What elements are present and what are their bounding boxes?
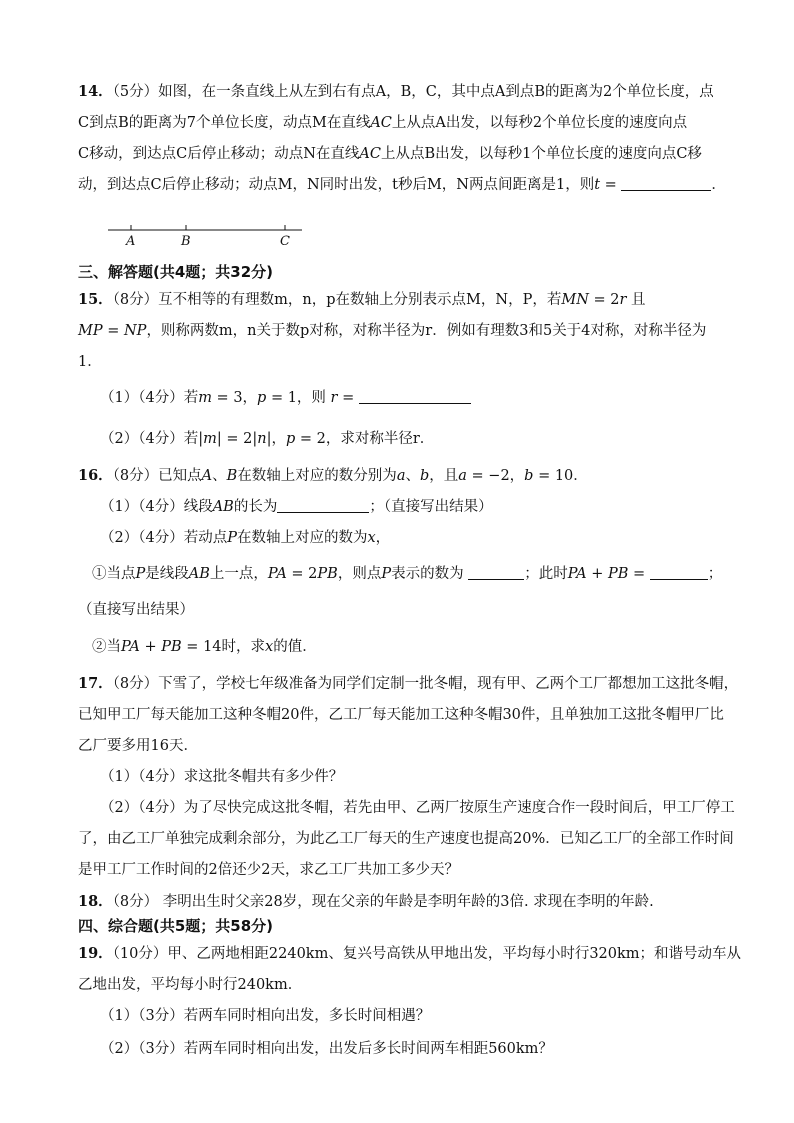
- q15-p1-label: （1）（4分）若: [100, 390, 199, 406]
- q19-points: （10分）: [112, 946, 168, 962]
- q15-number: 15．: [78, 291, 113, 308]
- q16-s1n: +: [586, 566, 608, 582]
- q15-p1-text-e: = 1，则: [266, 390, 331, 406]
- q18-text: 李明出生时父亲28岁，现在父亲的年龄是李明年龄的3倍. 求现在李明的年龄.: [158, 894, 654, 910]
- section-3-heading: 三、解答题(共4题；共32分): [78, 263, 274, 281]
- q14-var-t: t: [594, 177, 601, 193]
- q15-p1-eq: =: [337, 390, 359, 406]
- label-a: A: [126, 234, 136, 249]
- q16-t1d: B: [226, 468, 238, 484]
- q15-p2-text-c: | = 2|: [216, 431, 258, 447]
- q14-number: 14．: [78, 83, 113, 100]
- q16-s2g: 的值．: [273, 639, 317, 655]
- q16-s1o: PB: [607, 566, 629, 582]
- q16-s1j: P: [381, 566, 392, 582]
- q18-line: [78, 892, 654, 912]
- q16-s1a: ①当点: [92, 566, 136, 582]
- q15-p2-text-g: = 2，求对称半径r．: [295, 431, 435, 447]
- q15-line-1: [78, 290, 646, 310]
- q15-line-2: [78, 321, 706, 341]
- q16-s1-answer-blank-2[interactable]: [650, 565, 708, 580]
- q17-points: （8分）: [112, 676, 159, 692]
- q17-line-1: [78, 674, 738, 694]
- q15-part-1: [100, 388, 471, 408]
- q16-sub-1: [92, 564, 722, 584]
- q14-line-3: [78, 144, 702, 164]
- q16-s1m: PA: [567, 566, 587, 582]
- q16-s1f: PA: [267, 566, 287, 582]
- q19-part-1: （1）（3分）若两车同时相向出发，多长时间相遇？: [100, 1008, 431, 1024]
- label-c: C: [280, 234, 290, 249]
- q14-equals: =: [600, 177, 622, 193]
- q15-var-np: NP: [123, 323, 147, 339]
- q16-p1b: AB: [212, 499, 234, 515]
- q16-s1p: =: [628, 566, 650, 582]
- q16-p1-answer-blank[interactable]: [277, 498, 369, 513]
- q16-p1a: （1）（4分）线段: [100, 499, 213, 515]
- q14-text-4a: 动，到达点C后停止移动；动点M，N同时出发，t秒后M，N两点间距离是1，则: [78, 177, 595, 193]
- q15-points: （8分）: [112, 292, 159, 308]
- q16-line-1: [78, 466, 588, 486]
- q19-line-1: [78, 944, 741, 964]
- q14-text-2c: 上从点A出发，以每秒2个单位长度的速度向点: [391, 115, 688, 131]
- q16-s2c: +: [139, 639, 162, 655]
- q14-line-4: [78, 175, 726, 195]
- q17-text-1: 下雪了，学校七年级准备为同学们定制一批冬帽，现有甲、乙两个工厂都想加工这批冬帽，: [158, 676, 739, 692]
- q16-t1l: b: [524, 468, 534, 484]
- q14-answer-blank[interactable]: [621, 176, 711, 191]
- q16-t1b: A: [201, 468, 213, 484]
- q15-p1-var-r: r: [330, 390, 338, 406]
- q16-s1h: PB: [317, 566, 338, 582]
- q16-p2a: （2）（4分）若动点: [100, 530, 228, 546]
- q17-line-3: 乙厂要多用16天．: [78, 738, 198, 754]
- section-4-heading: 四、综合题(共5题；共58分): [78, 917, 274, 935]
- q17-number: 17．: [78, 675, 113, 692]
- q15-text-2d: ，则称两数m，n关于数p对称，对称半径为r．例如有理数3和5关于4对称，对称半径为: [146, 323, 707, 339]
- q15-p1-var-m: m: [198, 390, 212, 406]
- q16-p2b: P: [227, 530, 237, 546]
- q14-period: ．: [711, 177, 726, 193]
- q16-part-1: [100, 497, 493, 517]
- q17-part-2-line-3: 是甲工厂工作时间的2倍还少2天，求乙工厂共加工多少天？: [78, 862, 459, 878]
- q14-text-3b: AC: [359, 146, 381, 162]
- q16-s1d: AB: [188, 566, 210, 582]
- q16-t1h: b: [419, 468, 430, 484]
- q15-text-1e: 且: [626, 292, 646, 308]
- q16-s2f: x: [265, 639, 274, 655]
- q19-text-1: 甲、乙两地相距2240km、复兴号高铁从甲地出发，平均每小时行320km；和谐号动车从: [167, 946, 742, 962]
- q16-part-2: [100, 528, 390, 548]
- q16-t1f: a: [396, 468, 406, 484]
- q15-eq-1: = 2: [588, 292, 620, 308]
- q16-s2e: = 14时，求: [181, 639, 266, 655]
- q15-part-2: [100, 429, 434, 449]
- q16-s2d: PB: [161, 639, 182, 655]
- label-b: B: [181, 234, 191, 249]
- q16-s2b: PA: [121, 639, 140, 655]
- q14-text-3a: C移动，到达点C后停止移动；动点N在直线: [78, 146, 360, 162]
- q14-text-1: 如图，在一条直线上从左到右有点A，B，C，其中点A到点B的距离为2个单位长度，点: [158, 84, 714, 100]
- q16-s1b: P: [135, 566, 146, 582]
- q16-s1l: ；此时: [524, 566, 568, 582]
- q19-number: 19．: [78, 945, 113, 962]
- q19-part-2: （2）（3分）若两车同时相向出发，出发后多长时间两车相距560km？: [100, 1041, 553, 1057]
- q16-p2e: ，: [375, 530, 391, 546]
- q15-var-mp: MP: [78, 323, 103, 339]
- q15-p2-text-e: |，: [266, 431, 286, 447]
- q16-s1-answer-blank-1[interactable]: [468, 565, 524, 580]
- q15-p2-label: （2）（4分）若|: [100, 431, 204, 447]
- q16-sub-2: [92, 637, 317, 657]
- q16-t1e: 在数轴上对应的数分别为: [237, 468, 397, 484]
- q16-t1g: 、: [405, 468, 420, 484]
- q16-points: （8分）: [112, 468, 159, 484]
- q18-points: （8分）: [112, 894, 159, 910]
- q16-t1m: = 10．: [533, 468, 588, 484]
- q15-p1-text-c: = 3，: [211, 390, 258, 406]
- q15-p1-var-p: p: [257, 390, 267, 406]
- q15-line-3: 1．: [78, 354, 102, 370]
- q16-p1d: ；（直接写出结果）: [369, 499, 493, 515]
- q16-s1i: ，则点: [337, 566, 382, 582]
- q17-line-2: 已知甲工厂每天能加工这种冬帽20件，乙工厂每天能加工这种冬帽30件，且单独加工这批冬帽甲厂比: [78, 707, 724, 723]
- q16-number: 16．: [78, 467, 113, 484]
- q14-text-3c: 上从点B出发，以每秒1个单位长度的速度向点C移: [380, 146, 702, 162]
- q16-t1k: = −2，: [466, 468, 525, 484]
- q17-part-1: （1）（4分）求这批冬帽共有多少件？: [100, 769, 344, 785]
- q14-line-2: [78, 113, 687, 133]
- q16-s1k: 表示的数为: [391, 566, 464, 582]
- q16-p1c: 的长为: [233, 499, 278, 515]
- q17-part-2-line-1: （2）（4分）为了尽快完成这批冬帽，若先由甲、乙两厂按原生产速度合作一段时间后，甲工厂停工: [100, 800, 735, 816]
- q19-line-2: 乙地出发，平均每小时行240km．: [78, 977, 303, 993]
- q16-s1c: 是线段: [145, 566, 189, 582]
- q14-points: （5分）: [112, 84, 159, 100]
- q14-line-1: [78, 82, 714, 102]
- q15-text-1a: 互不相等的有理数m，n，p在数轴上分别表示点M，N，P，若: [158, 292, 562, 308]
- q16-s1g: = 2: [286, 566, 318, 582]
- q16-t1i: ，且: [429, 468, 459, 484]
- q16-s1e: 上一点，: [209, 566, 268, 582]
- q16-s1q: ；: [707, 566, 723, 582]
- q16-note: （直接写出结果）: [78, 602, 194, 618]
- q14-text-2b: AC: [370, 115, 392, 131]
- q15-p2-var-p: p: [285, 431, 296, 447]
- q16-p2d: x: [367, 530, 376, 546]
- q16-t1a: 已知点: [158, 468, 202, 484]
- q15-eq-2: =: [102, 323, 124, 339]
- q16-p2c: 在数轴上对应的数为: [236, 530, 368, 546]
- q17-part-2-line-2: 了，由乙工厂单独完成剩余部分，为此乙工厂每天的生产速度也提高20%．已知乙工厂的全部工作时间: [78, 831, 734, 847]
- q16-t1j: a: [458, 468, 467, 484]
- q14-text-2a: C到点B的距离为7个单位长度，动点M在直线: [78, 115, 371, 131]
- q15-var-r: r: [619, 292, 627, 308]
- q16-s2a: ②当: [92, 639, 121, 655]
- q15-p1-answer-blank[interactable]: [359, 389, 471, 404]
- q15-p2-var-n: n: [257, 431, 267, 447]
- q14-number-line-figure: [100, 222, 310, 252]
- q15-p2-var-m: m: [203, 431, 217, 447]
- q18-number: 18．: [78, 893, 113, 910]
- q15-var-mn: MN: [561, 292, 589, 308]
- q16-t1c: 、: [212, 468, 227, 484]
